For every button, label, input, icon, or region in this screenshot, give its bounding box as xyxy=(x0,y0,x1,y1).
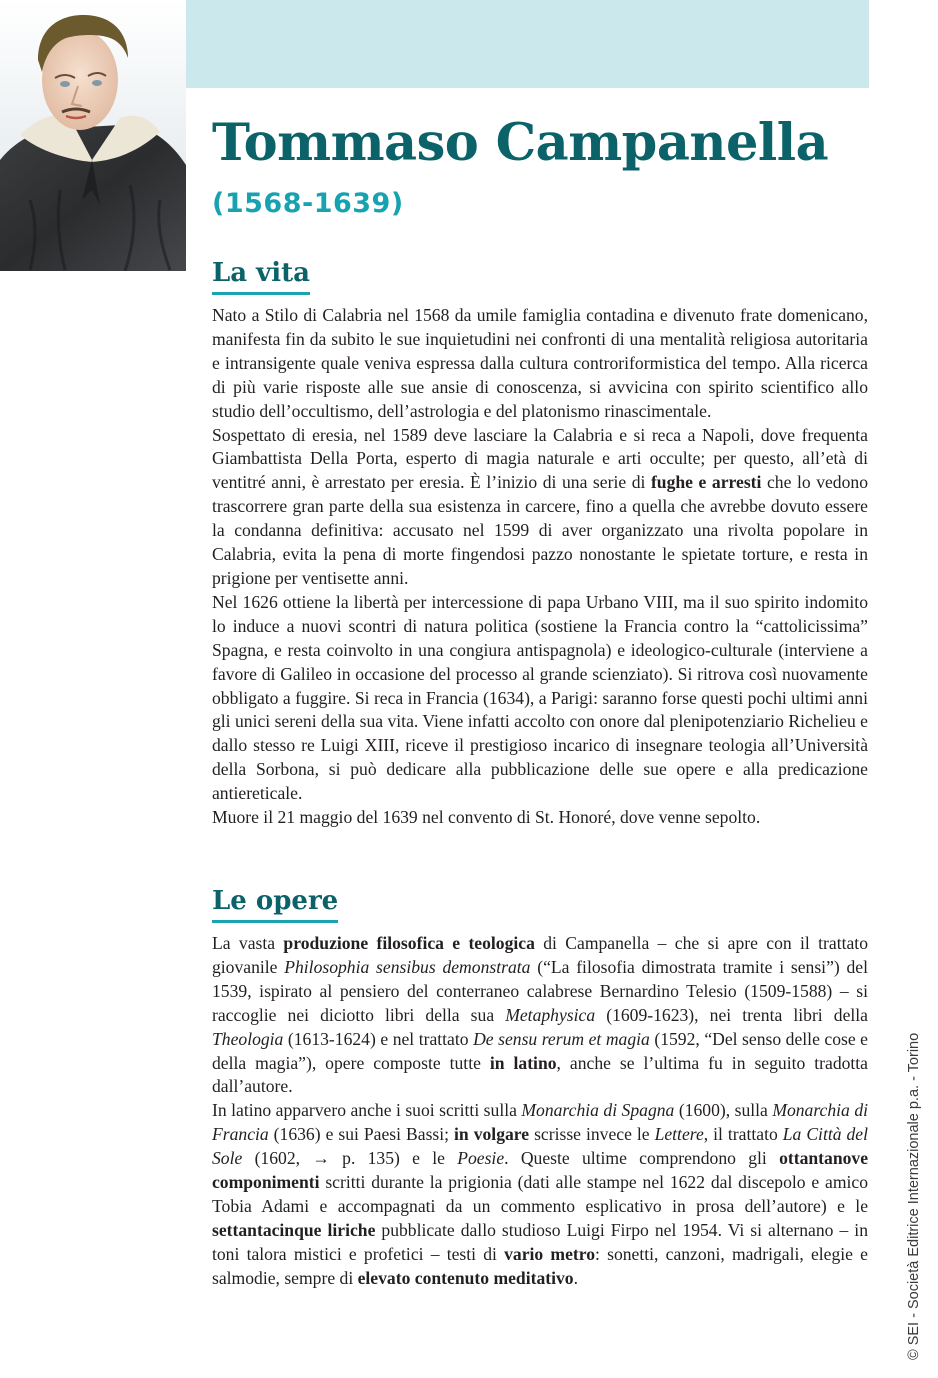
bold-text: vario metro xyxy=(504,1243,596,1264)
life-dates: (1568-1639) xyxy=(212,188,404,219)
text-run: (1600), sulla xyxy=(674,1100,773,1121)
section-body-la-vita xyxy=(212,304,868,830)
section-heading-le-opere: Le opere xyxy=(212,888,338,923)
page-title: Tommaso Campanella xyxy=(212,113,829,173)
bold-text: in volgare xyxy=(454,1124,530,1145)
italic-title: Monarchia di Spagna xyxy=(521,1100,675,1121)
paragraph xyxy=(212,932,868,1099)
bold-text: produzione filosofica e teologica xyxy=(283,933,535,953)
text-run: che lo vedono trascorrere gran parte della sua esistenza in carcere, fino a quella che avrebbe dovuto essere la condanna definitiva: accusato nel 1599 di aver organizzato una rivolta popolare in Calabria, evita la pena di morte fingendosi pazzo nonostante le spietate torture, e resta in prigione per ventisette anni. xyxy=(212,472,868,588)
italic-title: La Città del Sole xyxy=(212,1124,869,1169)
text-run: . Queste ultime comprendono gli xyxy=(504,1148,780,1169)
italic-title: Monarchia di Francia xyxy=(212,1100,869,1145)
italic-title: De sensu rerum et magia xyxy=(473,1028,650,1049)
text-run: Nato a Stilo di Calabria nel 1568 da umile famiglia contadina e divenuto frate domenicano, manifesta fin da subito le sue inquietudini nei confronti di una mentalità religiosa autoritaria e intransigente quale veniva espressa dalla cultura controriformistica del tempo. Alla ricerca di più varie risposte alle sue ansie di conoscenza, si avvicina con spirito scientifico allo studio dell’occultismo, dell’astrologia e del platonismo rinascimentale. xyxy=(212,305,868,421)
italic-title: Poesie xyxy=(457,1148,505,1169)
italic-title: Theologia xyxy=(212,1028,284,1049)
paragraph xyxy=(212,806,868,830)
italic-title: Lettere xyxy=(654,1124,704,1145)
text-run: di Campanella – che si apre con il trattato giovanile xyxy=(212,933,868,977)
copyright-notice: © SEI - Società Editrice Internazionale p.a. - Torino xyxy=(906,1032,922,1360)
bold-text: ottantanove componimenti xyxy=(212,1148,869,1193)
text-run: Muore il 21 maggio del 1639 nel convento di St. Honoré, dove venne sepolto. xyxy=(212,807,761,828)
section-heading-la-vita: La vita xyxy=(212,260,310,295)
text-run: , il trattato xyxy=(703,1124,783,1145)
text-run: pubblicate dallo studioso Luigi Firpo nel 1954. Vi si alternano – in toni talora mistici e profetici – testi di xyxy=(212,1219,868,1264)
paragraph xyxy=(212,424,868,591)
text-run: scritti durante la prigionia (dati alle stampe nel 1622 dal discepolo e amico Tobia Adami e accompagnati da un commento esplicativo in prosa dell’autore) e le xyxy=(212,1172,868,1216)
italic-title: Metaphysica xyxy=(505,1004,596,1025)
bold-text: in latino xyxy=(489,1052,557,1073)
bold-text: elevato contenuto meditativo xyxy=(357,1267,574,1288)
text-run: : sonetti, canzoni, madrigali, elegie e salmodie, sempre di xyxy=(212,1243,868,1288)
text-run: (1613-1624) e nel trattato xyxy=(283,1028,474,1049)
bold-text: settantacinque liriche xyxy=(212,1219,376,1240)
portrait-illustration xyxy=(0,0,186,271)
text-run: scrisse invece le xyxy=(529,1124,655,1145)
text-run: (1592, “Del senso delle cose e della magia”), opere composte tutte xyxy=(212,1028,868,1073)
section-body-le-opere xyxy=(212,932,868,1291)
paragraph xyxy=(212,1099,868,1290)
header-band xyxy=(186,0,869,88)
italic-title: Philosophia sensibus demonstrata xyxy=(284,956,531,977)
paragraph xyxy=(212,591,868,806)
bold-text: fughe e arresti xyxy=(650,472,762,493)
text-run: Sospettato di eresia, nel 1589 deve lasciare la Calabria e si reca a Napoli, dove frequenta Giambattista Della Porta, esperto di magia naturale e arti occulte; per questo, all’età di ventitré anni, è arrestato per eresia. È l’inizio di una serie di xyxy=(212,424,868,493)
text-run: (1609-1623), nei trenta libri della xyxy=(595,1004,868,1025)
paragraph xyxy=(212,304,868,424)
text-run: La vasta xyxy=(212,933,284,953)
text-run: Nel 1626 ottiene la libertà per intercessione di papa Urbano VIII, ma il suo spirito indomito lo induce a nuovi scontri di natura politica (sostiene la Francia contro la “cattolicissima” Spagna, e resta coinvolto in una congiura antispagnola) e ideologico-culturale (interviene a favore di Galileo in occasione del processo al grande scienziato). Si ritrova così nuovamente obbligato a fuggire. Si reca in Francia (1634), a Parigi: saranno forse questi pochi ultimi anni gli unici sereni della sua vita. Viene infatti accolto con onore dal plenipotenziario Richelieu e dallo stesso re Luigi XIII, riceve il prestigioso incarico di insegnare teologia all’Università della Sorbona, si può dedicare alla pubblicazione delle sue opere e alla predicazione antiereticale. xyxy=(212,591,868,804)
text-run: . xyxy=(573,1267,578,1288)
text-run: (1602, → p. 135) e le xyxy=(242,1148,458,1169)
text-run: (1636) e sui Paesi Bassi; xyxy=(268,1124,455,1145)
text-run: , anche se l’ultima fu in seguito tradotta dall’autore. xyxy=(212,1052,868,1097)
text-run: In latino apparvero anche i suoi scritti sulla xyxy=(212,1100,522,1121)
text-run: (“La filosofia dimostrata tramite i sensi”) del 1539, ispirato al pensiero del conterraneo calabrese Bernardino Telesio (1509-1588) – si raccoglie nei diciotto libri della sua xyxy=(212,956,869,1025)
portrait-image xyxy=(0,0,186,271)
